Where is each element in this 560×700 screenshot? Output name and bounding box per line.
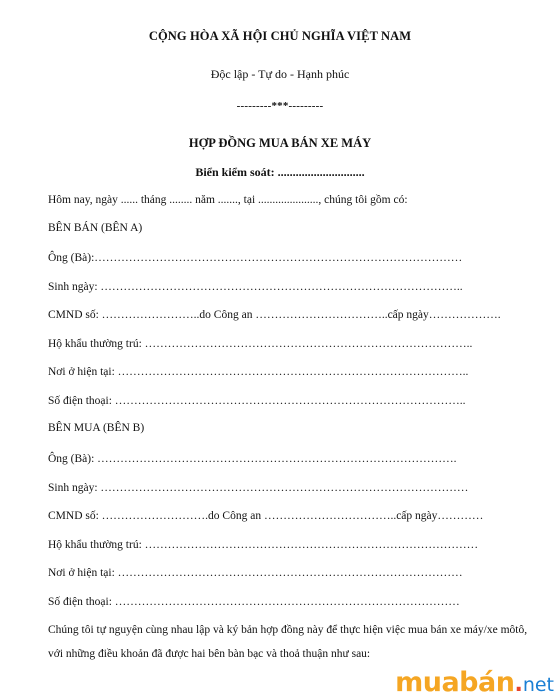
buyer-address-field: Nơi ở hiện tại: ……………………………………………………………………………… bbox=[48, 567, 463, 579]
intro-line: Hôm nay, ngày ...... tháng ........ năm ......., tại ....................., chúng tôi gồm có: bbox=[48, 194, 408, 206]
logo-tld: net bbox=[522, 674, 554, 696]
seller-residence-field: Hộ khẩu thường trú: ………………………………………………………………………….. bbox=[48, 338, 473, 350]
buyer-heading: BÊN MUA (BÊN B) bbox=[48, 422, 145, 434]
buyer-name-field: Ông (Bà): …………………………………………………………………………………. bbox=[48, 453, 457, 465]
license-plate-line: Biển kiểm soát: ............................. bbox=[195, 165, 365, 179]
national-motto: Độc lập - Tự do - Hạnh phúc bbox=[210, 67, 350, 81]
logo-main-text: muabán bbox=[395, 667, 515, 698]
document-title: HỢP ĐỒNG MUA BÁN XE MÁY bbox=[188, 136, 372, 150]
national-title: CỘNG HÒA XÃ HỘI CHỦ NGHĨA VIỆT NAM bbox=[148, 29, 412, 43]
buyer-dob-field: Sinh ngày: …………………………………………………………………………………… bbox=[48, 482, 469, 494]
buyer-residence-field: Hộ khẩu thường trú: …………………………………………………………………………… bbox=[48, 539, 479, 551]
seller-heading: BÊN BÁN (BÊN A) bbox=[48, 222, 143, 234]
seller-dob-field: Sinh ngày: ………………………………………………………………………………….. bbox=[48, 281, 463, 293]
seller-id-field: CMND số: ……………………..do Công an ……………………………..cấp ngày………………. bbox=[48, 309, 501, 321]
logo-dot: . bbox=[514, 672, 523, 697]
muaban-logo bbox=[395, 669, 554, 696]
seller-name-field: Ông (Bà):…………………………………………………………………………………… bbox=[48, 252, 463, 264]
seller-phone-field: Số điện thoại: ……………………………………………………………………………….. bbox=[48, 395, 466, 407]
buyer-phone-field: Số điện thoại: ……………………………………………………………………………… bbox=[48, 596, 460, 608]
header-separator: ---------***--------- bbox=[236, 100, 324, 112]
agreement-paragraph: Chúng tôi tự nguyện cùng nhau lập và ký bản hợp đồng này để thực hiện việc mua bán xe máy/xe môtô, với những điều khoản đã được hai bên bàn bạc và thoả thuận như sau: bbox=[48, 624, 528, 660]
buyer-id-field: CMND số: ……………………….do Công an ……………………………..cấp ngày………… bbox=[48, 510, 484, 522]
seller-address-field: Nơi ở hiện tại: ……………………………………………………………………………….. bbox=[48, 366, 469, 378]
